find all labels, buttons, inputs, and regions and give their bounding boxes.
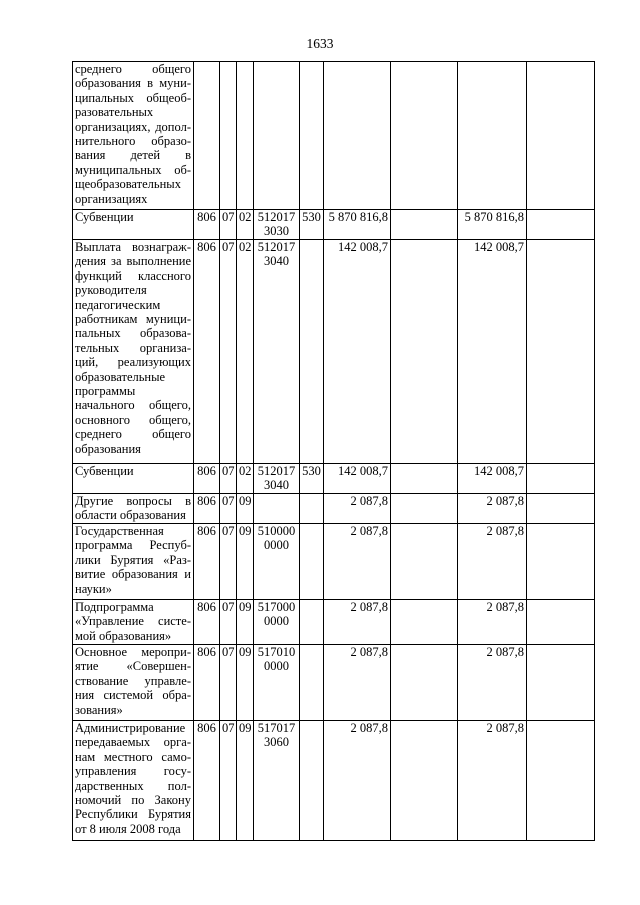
subsection-code: 09	[237, 645, 254, 721]
amount: 142 008,7	[324, 464, 391, 494]
item-name: Администрирование передаваемых органам местного самоуправления государственных полномочий по Закону Республики Бурятия от 8 июля 2008 года	[73, 721, 194, 841]
ministry-code	[194, 62, 220, 210]
subsection-code: 02	[237, 464, 254, 494]
section-code: 07	[220, 600, 237, 645]
budget-table	[72, 61, 595, 841]
expense-type-code: 530	[300, 210, 324, 240]
amount-extra	[391, 645, 458, 721]
item-name: Субвенции	[73, 210, 194, 240]
target-article-code: 510000 0000	[254, 524, 300, 600]
total-amount: 5 870 816,8	[458, 210, 527, 240]
amount-extra	[391, 721, 458, 841]
section-code: 07	[220, 721, 237, 841]
ministry-code: 806	[194, 645, 220, 721]
total-extra	[527, 494, 595, 524]
ministry-code: 806	[194, 721, 220, 841]
total-extra	[527, 721, 595, 841]
target-article-code: 512017 3040	[254, 464, 300, 494]
section-code: 07	[220, 494, 237, 524]
total-extra	[527, 464, 595, 494]
total-amount: 2 087,8	[458, 645, 527, 721]
table-body	[73, 62, 595, 841]
amount-extra	[391, 240, 458, 464]
subsection-code: 02	[237, 210, 254, 240]
table-row	[73, 721, 595, 841]
subsection-code: 02	[237, 240, 254, 464]
target-article-code	[254, 62, 300, 210]
expense-type-code	[300, 524, 324, 600]
total-amount: 142 008,7	[458, 240, 527, 464]
subsection-code: 09	[237, 600, 254, 645]
target-article-code	[254, 494, 300, 524]
amount: 2 087,8	[324, 645, 391, 721]
total-amount: 2 087,8	[458, 494, 527, 524]
amount-extra	[391, 210, 458, 240]
section-code: 07	[220, 240, 237, 464]
total-amount: 2 087,8	[458, 600, 527, 645]
ministry-code: 806	[194, 494, 220, 524]
table-row	[73, 645, 595, 721]
amount-extra	[391, 62, 458, 210]
table-row	[73, 210, 595, 240]
target-article-code: 517000 0000	[254, 600, 300, 645]
item-name: Субвенции	[73, 464, 194, 494]
table-row	[73, 600, 595, 645]
target-article-code: 512017 3030	[254, 210, 300, 240]
target-article-code: 517010 0000	[254, 645, 300, 721]
item-name: Основное мероприятие «Совершенствование управления системой образования»	[73, 645, 194, 721]
amount-extra	[391, 494, 458, 524]
expense-type-code	[300, 721, 324, 841]
subsection-code: 09	[237, 721, 254, 841]
subsection-code: 09	[237, 494, 254, 524]
table-row	[73, 464, 595, 494]
amount-extra	[391, 464, 458, 494]
table-row	[73, 524, 595, 600]
expense-type-code	[300, 240, 324, 464]
total-extra	[527, 240, 595, 464]
table-row	[73, 240, 595, 464]
amount: 2 087,8	[324, 494, 391, 524]
target-article-code: 512017 3040	[254, 240, 300, 464]
expense-type-code	[300, 62, 324, 210]
amount	[324, 62, 391, 210]
total-amount: 2 087,8	[458, 524, 527, 600]
amount-extra	[391, 524, 458, 600]
section-code: 07	[220, 524, 237, 600]
item-name: Выплата вознаграждения за выполнение функций классного руководителя педагогическим работникам муниципальных образовательных организаций, реализующих образовательные программы начального общего, основного общего, среднего общего образования	[73, 240, 194, 464]
expense-type-code: 530	[300, 464, 324, 494]
subsection-code	[237, 62, 254, 210]
ministry-code: 806	[194, 600, 220, 645]
total-extra	[527, 62, 595, 210]
amount: 2 087,8	[324, 721, 391, 841]
target-article-code: 517017 3060	[254, 721, 300, 841]
ministry-code: 806	[194, 464, 220, 494]
page-number: 1633	[306, 36, 334, 51]
item-name: Подпрограмма «Управление системой образования»	[73, 600, 194, 645]
amount-extra	[391, 600, 458, 645]
expense-type-code	[300, 494, 324, 524]
section-code: 07	[220, 210, 237, 240]
amount: 2 087,8	[324, 600, 391, 645]
section-code	[220, 62, 237, 210]
subsection-code: 09	[237, 524, 254, 600]
total-extra	[527, 210, 595, 240]
table-row	[73, 494, 595, 524]
total-extra	[527, 600, 595, 645]
table-row	[73, 62, 595, 210]
total-extra	[527, 645, 595, 721]
expense-type-code	[300, 600, 324, 645]
item-name: Государственная программа Республики Бурятия «Развитие образования и науки»	[73, 524, 194, 600]
amount: 142 008,7	[324, 240, 391, 464]
total-extra	[527, 524, 595, 600]
section-code: 07	[220, 464, 237, 494]
total-amount: 142 008,7	[458, 464, 527, 494]
ministry-code: 806	[194, 524, 220, 600]
item-name: среднего общего образования в муниципальных общеобразовательных организациях, дополнительного образования детей в муниципальных общеобразовательных организациях	[73, 62, 194, 210]
section-code: 07	[220, 645, 237, 721]
item-name: Другие вопросы в области образования	[73, 494, 194, 524]
amount: 2 087,8	[324, 524, 391, 600]
total-amount	[458, 62, 527, 210]
expense-type-code	[300, 645, 324, 721]
ministry-code: 806	[194, 210, 220, 240]
amount: 5 870 816,8	[324, 210, 391, 240]
total-amount: 2 087,8	[458, 721, 527, 841]
ministry-code: 806	[194, 240, 220, 464]
